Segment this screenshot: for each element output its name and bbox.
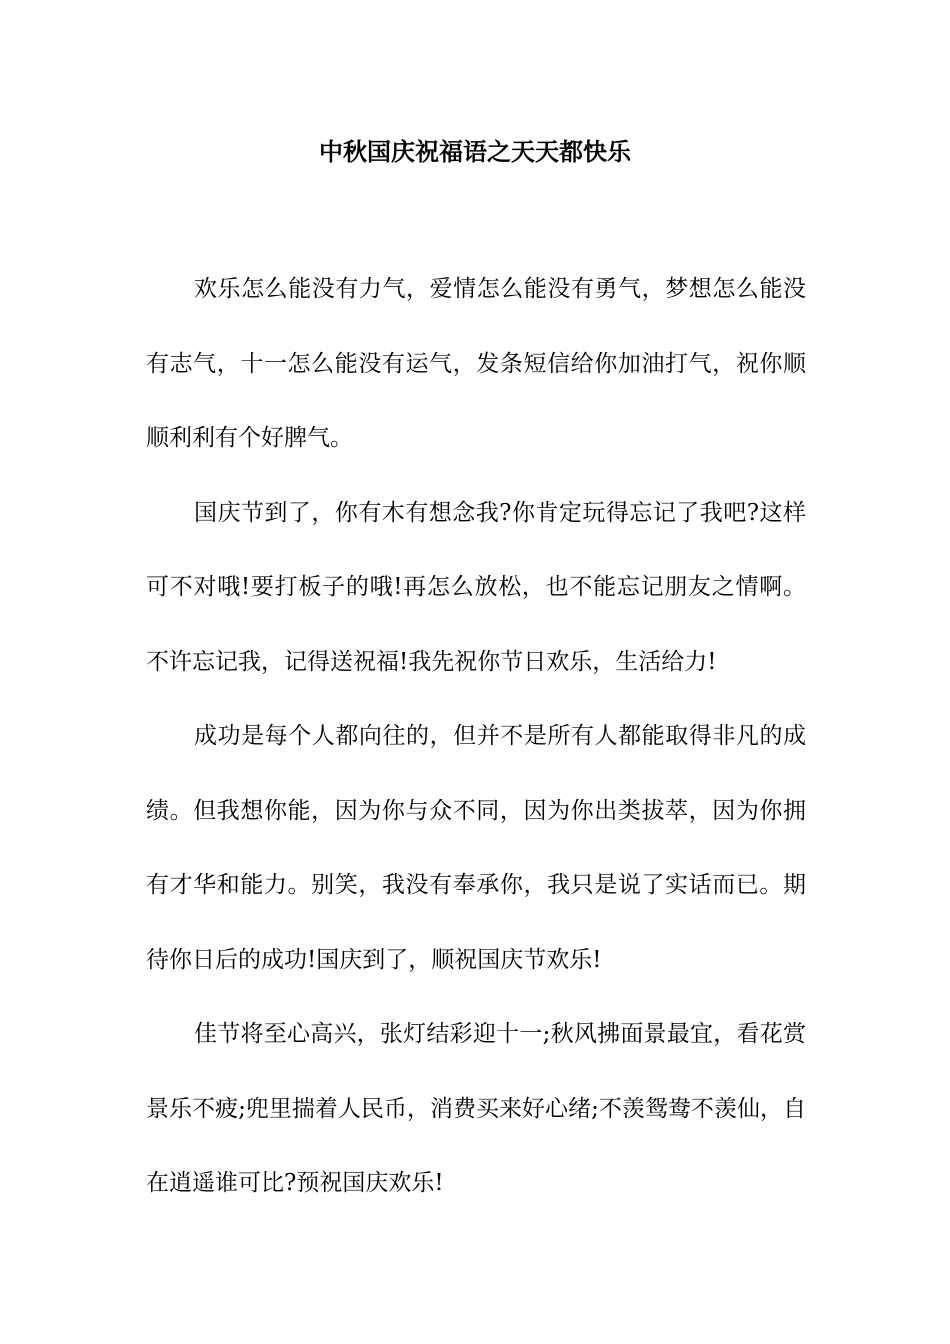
document-title: 中秋国庆祝福语之天天都快乐 — [319, 137, 631, 166]
paragraph-4: 佳节将至心高兴，张灯结彩迎十一;秋风拂面景最宜，看花赏景乐不疲;兜里揣着人民币，消费买来好心绪;不羡鸳鸯不羡仙，自在逍遥谁可比?预祝国庆欢乐! — [146, 1021, 806, 1196]
paragraph-2: 国庆节到了，你有木有想念我?你肯定玩得忘记了我吧?这样可不对哦!要打板子的哦!再怎么放松，也不能忘记朋友之情啊。不许忘记我，记得送祝福!我先祝你节日欢乐，生活给力! — [146, 499, 806, 675]
paragraph-1: 欢乐怎么能没有力气，爱情怎么能没有勇气，梦想怎么能没有志气，十一怎么能没有运气，发条短信给你加油打气，祝你顺顺利利有个好脾气。 — [146, 276, 806, 451]
paragraph-3: 成功是每个人都向往的，但并不是所有人都能取得非凡的成绩。但我想你能，因为你与众不同，因为你出类拔萃，因为你拥有才华和能力。别笑，我没有奉承你，我只是说了实话而已。期待你日后的成功!国庆到了，顺祝国庆节欢乐! — [146, 723, 806, 973]
document-body — [146, 252, 806, 1221]
